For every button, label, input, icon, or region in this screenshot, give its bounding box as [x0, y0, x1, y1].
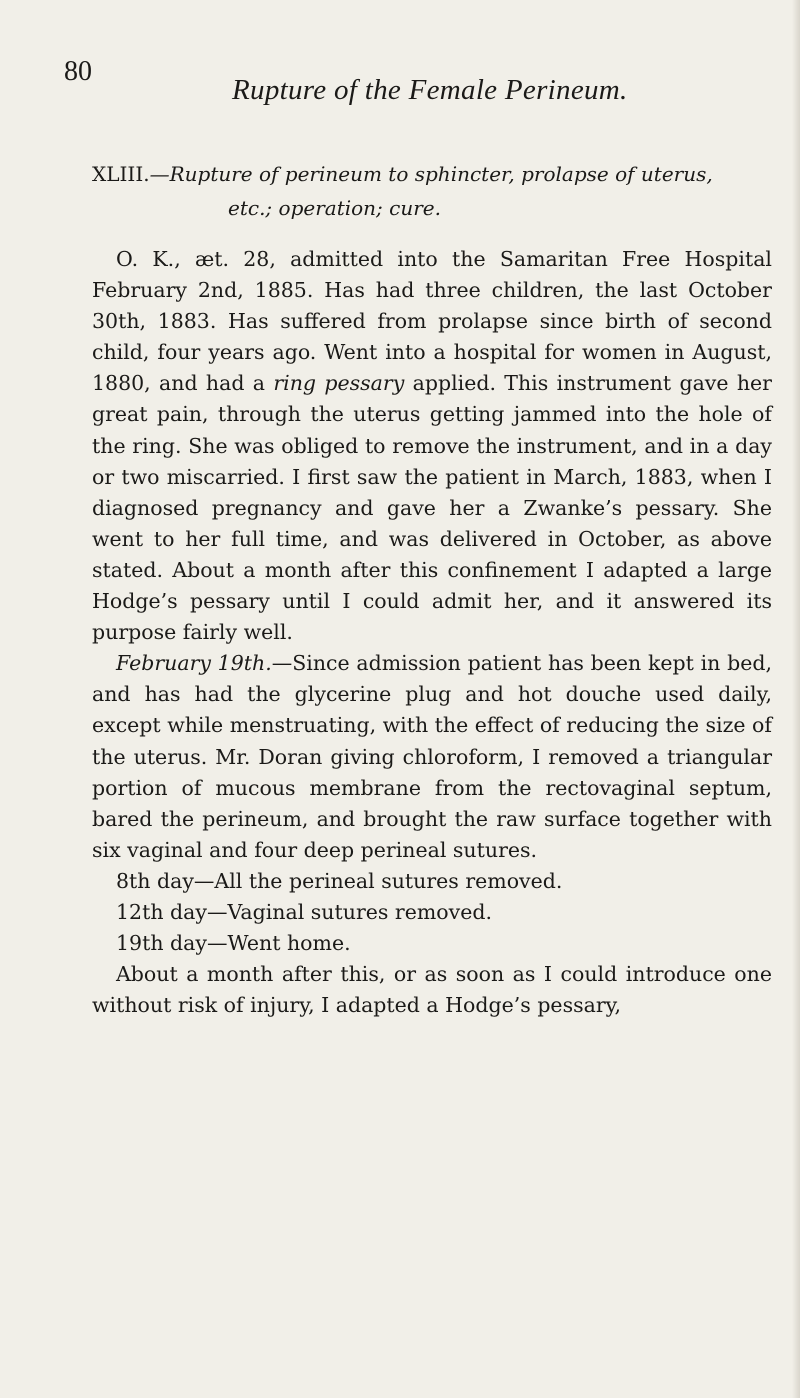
- case-numeral: XLIII.: [92, 162, 150, 186]
- paragraph-history: [92, 244, 772, 648]
- history-text-end: applied. This instrument gave her great pain, through the uterus getting jammed into the hole of the ring. She was obliged to remove the instrument, and in a day or two miscarried. I first saw the patient in March, 1883, when I diagnosed pregnancy and gave her a Zwanke’s pessary. She went to her full time, and was delivered in October, as above stated. About a month after this confinement I adapted a large Hodge’s pessary until I could admit her, and it answered its purpose fairly well.: [92, 371, 772, 645]
- page-edge-shadow: [792, 0, 800, 1398]
- running-title: Rupture of the Female Perineum.: [232, 74, 628, 106]
- case-title: —Rupture of perineum to sphincter, prolapse of uterus,: [149, 162, 713, 186]
- paragraph-day-19: 19th day—Went home.: [116, 931, 351, 956]
- history-text-italic: ring pessary: [273, 371, 405, 396]
- case-body: [92, 244, 772, 1021]
- operation-text: —Since admission patient has been kept in bed, and has had the glycerine plug and hot douche used daily, except while menstruating, with the effect of reducing the size of the uterus. Mr. Doran giving chloroform, I removed a triangular portion of mucous membrane from the rectovaginal septum, bared the perineum, and brought the raw surface together with six vaginal and four deep perineal sutures.: [92, 651, 772, 862]
- paragraph-operation: [92, 648, 772, 866]
- history-text-start: O. K., æt. 28, admitted into the Samaritan Free Hospital February 2nd, 1885. Has had three children, the last October 30th, 1883. Has suffered from prolapse since birth of second child, four years ago. Went into a hospital for women in August, 1880, and had a: [92, 247, 772, 396]
- operation-date: February 19th.: [116, 651, 272, 676]
- paragraph-followup: About a month after this, or as soon as I could introduce one without risk of injury, I adapted a Hodge’s pessary,: [92, 962, 772, 1018]
- paragraph-day-12: 12th day—Vaginal sutures removed.: [116, 899, 492, 924]
- case-subtitle: etc.; operation; cure.: [228, 196, 441, 220]
- case-heading: [92, 157, 772, 225]
- page-number: 80: [64, 56, 92, 87]
- paragraph-day-8: 8th day—All the perineal sutures removed.: [116, 868, 563, 893]
